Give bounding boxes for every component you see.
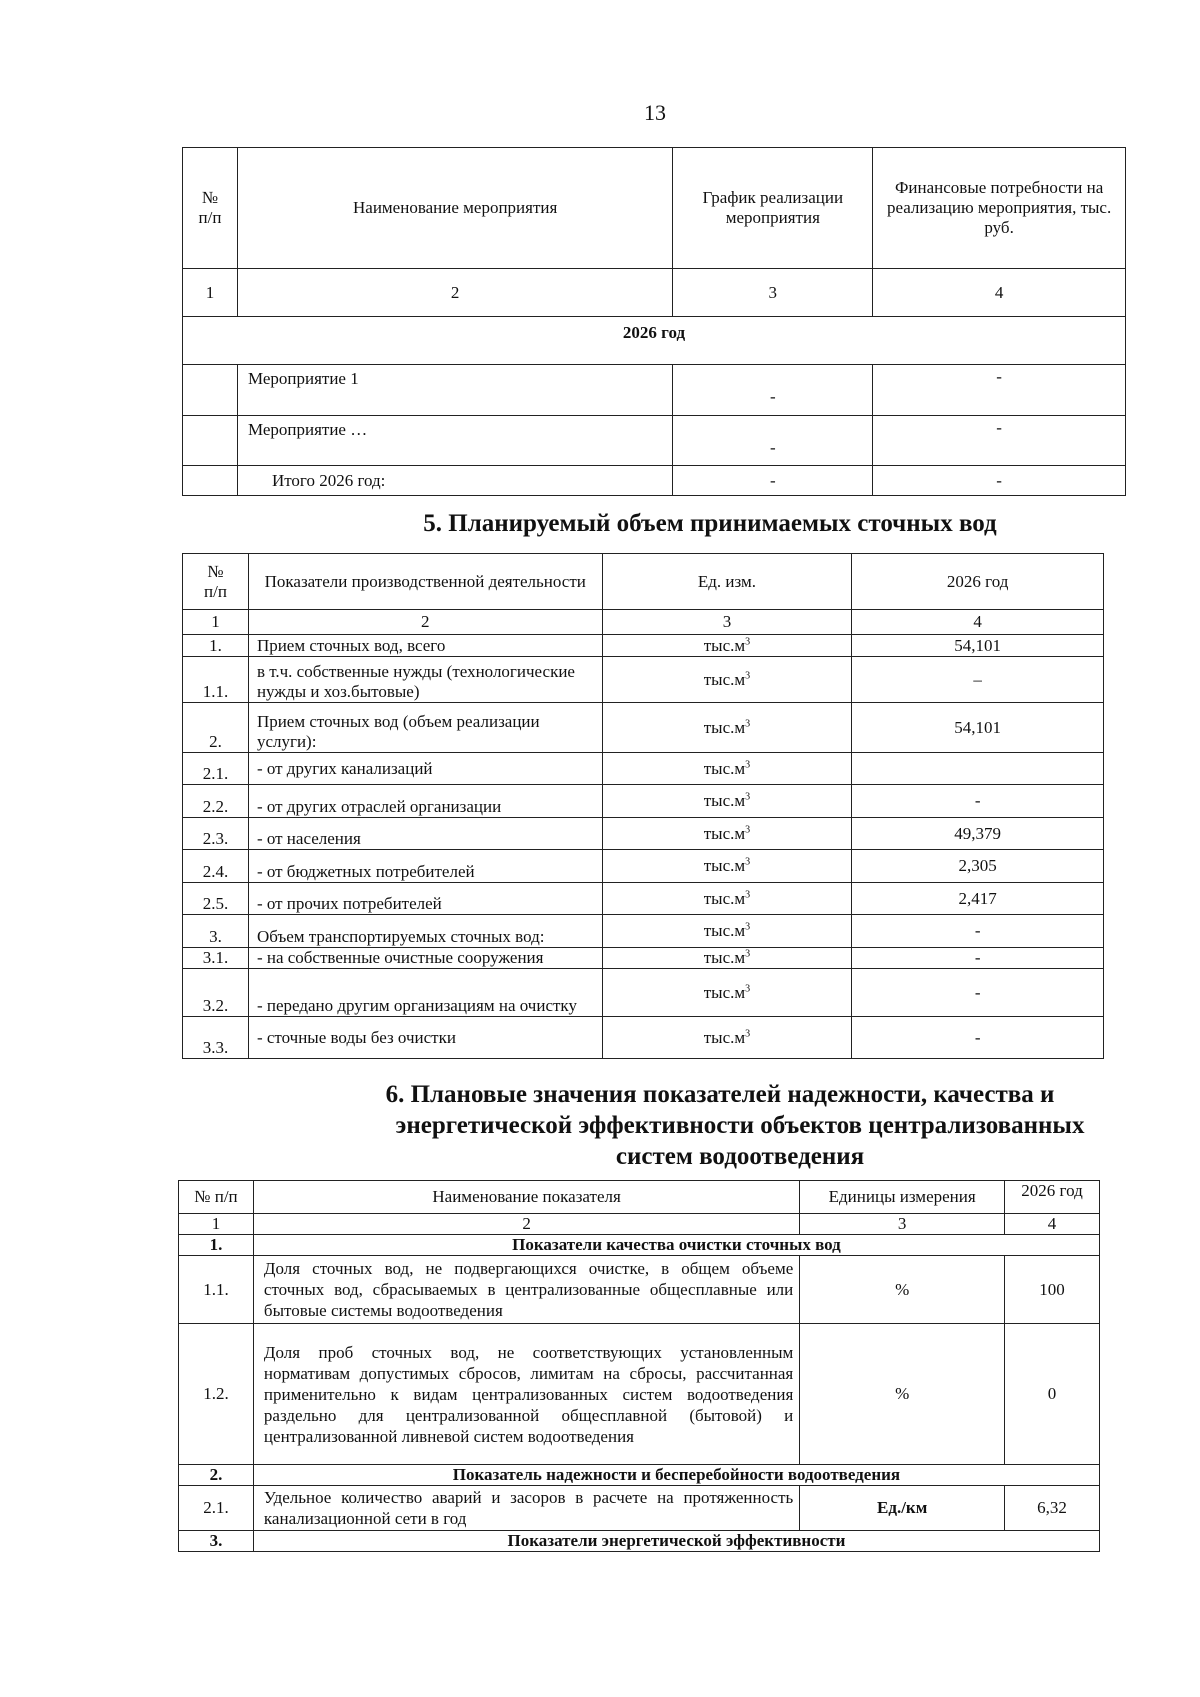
row-unit: %	[800, 1256, 1005, 1324]
group-row	[179, 1465, 1100, 1486]
row-num: 1.2.	[179, 1324, 254, 1465]
row-value: 2,417	[852, 883, 1104, 915]
row-name: - от бюджетных потребителей	[248, 850, 602, 883]
year-label: 2026 год	[183, 317, 1126, 365]
table-row	[179, 1486, 1100, 1531]
row-name: - от других отраслей организации	[248, 785, 602, 818]
header-year: 2026 год	[1005, 1181, 1100, 1214]
group-title: Показатели энергетической эффективности	[253, 1531, 1099, 1552]
header-name: Наименование мероприятия	[237, 148, 672, 269]
table-row	[183, 365, 1126, 416]
row-num: 3.	[183, 915, 249, 948]
table-row	[183, 948, 1104, 969]
row-unit: $тыс.м^3$	[602, 635, 852, 657]
row-unit: Ед./км	[800, 1486, 1005, 1531]
row-value: 2,305	[852, 850, 1104, 883]
indicators-table	[178, 1180, 1100, 1552]
table-row	[183, 416, 1126, 466]
row-value: -	[852, 915, 1104, 948]
header-num: № п/п	[183, 148, 238, 269]
row-num: 1.1.	[183, 657, 249, 703]
row-num: 2.4.	[183, 850, 249, 883]
row-value: -	[852, 948, 1104, 969]
column-number-row	[183, 610, 1104, 635]
row-num: 2.5.	[183, 883, 249, 915]
header-schedule: График реализации мероприятия	[673, 148, 873, 269]
row-value: 54,101	[852, 635, 1104, 657]
row-value: 0	[1005, 1324, 1100, 1465]
header-unit: Единицы измерения	[800, 1181, 1005, 1214]
table-row	[183, 1017, 1104, 1059]
row-name: Доля сточных вод, не подвергающихся очистке, в общем объеме сточных вод, сбрасываемых в централизованные общесплавные или бытовые системы водоотведения	[253, 1256, 799, 1324]
row-unit: $тыс.м^3$	[602, 703, 852, 753]
row-unit: $тыс.м^3$	[602, 883, 852, 915]
col-num-1: 1	[179, 1214, 254, 1235]
row-unit: $тыс.м^3$	[602, 1017, 852, 1059]
table-row	[183, 883, 1104, 915]
table-row	[183, 753, 1104, 785]
measure-finance: -	[873, 365, 1126, 416]
header-indicator: Наименование показателя	[253, 1181, 799, 1214]
group-row	[179, 1531, 1100, 1552]
table-row	[183, 850, 1104, 883]
row-unit: $тыс.м^3$	[602, 948, 852, 969]
wastewater-volume-table	[182, 553, 1104, 1059]
row-num: 2.1.	[179, 1486, 254, 1531]
table-row	[183, 969, 1104, 1017]
col-num-2: 2	[237, 269, 672, 317]
table-row	[183, 657, 1104, 703]
table-row	[179, 1256, 1100, 1324]
row-unit: $тыс.м^3$	[602, 785, 852, 818]
measure-name: Мероприятие …	[237, 416, 672, 466]
total-label: Итого 2026 год:	[237, 466, 672, 496]
col-num-2: 2	[248, 610, 602, 635]
col-num-2: 2	[253, 1214, 799, 1235]
group-row	[179, 1235, 1100, 1256]
row-name: Прием сточных вод (объем реализации услуги):	[248, 703, 602, 753]
row-num: 2.3.	[183, 818, 249, 850]
row-value: 54,101	[852, 703, 1104, 753]
total-row	[183, 466, 1126, 496]
col-num-1: 1	[183, 610, 249, 635]
section6-title	[300, 1079, 1120, 1172]
row-unit: $тыс.м^3$	[602, 915, 852, 948]
table-row	[179, 1324, 1100, 1465]
header-finance: Финансовые потребности на реализацию мероприятия, тыс. руб.	[873, 148, 1126, 269]
table-row	[183, 785, 1104, 818]
table-row	[183, 915, 1104, 948]
row-name: - от прочих потребителей	[248, 883, 602, 915]
col-num-1: 1	[183, 269, 238, 317]
section6-title-line3: систем водоотведения	[615, 1143, 865, 1170]
col-num-3: 3	[602, 610, 852, 635]
row-unit: $тыс.м^3$	[602, 818, 852, 850]
col-num-4: 4	[873, 269, 1126, 317]
row-value: -	[852, 969, 1104, 1017]
measure-name: Мероприятие 1	[237, 365, 672, 416]
section5-title: 5. Планируемый объем принимаемых сточных вод	[423, 510, 997, 537]
row-value: -	[852, 1017, 1104, 1059]
header-year: 2026 год	[852, 554, 1104, 610]
table-header-row	[183, 554, 1104, 610]
header-unit: Ед. изм.	[602, 554, 852, 610]
col-num-4: 4	[1005, 1214, 1100, 1235]
row-value: –	[852, 657, 1104, 703]
total-finance: -	[873, 466, 1126, 496]
group-num: 1.	[179, 1235, 254, 1256]
page-number: 13	[644, 100, 666, 125]
col-num-3: 3	[673, 269, 873, 317]
group-num: 2.	[179, 1465, 254, 1486]
row-unit: %	[800, 1324, 1005, 1465]
measure-schedule: -	[673, 416, 873, 466]
row-name: Удельное количество аварий и засоров в расчете на протяженность канализационной сети в год	[253, 1486, 799, 1531]
table-header-row	[183, 148, 1126, 269]
row-name: - от населения	[248, 818, 602, 850]
measures-table	[182, 147, 1126, 496]
row-value: 6,32	[1005, 1486, 1100, 1531]
section6-title-line1: 6. Плановые значения показателей надежности, качества и	[385, 1081, 1055, 1108]
row-unit: $тыс.м^3$	[602, 753, 852, 785]
header-num: № п/п	[179, 1181, 254, 1214]
section6-title-line2: энергетической эффективности объектов централизованных	[395, 1112, 1085, 1139]
table-row	[183, 703, 1104, 753]
row-unit: $тыс.м^3$	[602, 850, 852, 883]
column-number-row	[179, 1214, 1100, 1235]
row-value: -	[852, 785, 1104, 818]
row-value	[852, 753, 1104, 785]
total-schedule: -	[673, 466, 873, 496]
row-num: 3.3.	[183, 1017, 249, 1059]
row-unit: $тыс.м^3$	[602, 969, 852, 1017]
year-row	[183, 317, 1126, 365]
column-number-row	[183, 269, 1126, 317]
measure-finance: -	[873, 416, 1126, 466]
row-name: Прием сточных вод, всего	[248, 635, 602, 657]
row-num: 2.	[183, 703, 249, 753]
row-value: 100	[1005, 1256, 1100, 1324]
row-name: - передано другим организациям на очистку	[248, 969, 602, 1017]
group-num: 3.	[179, 1531, 254, 1552]
row-num: 2.1.	[183, 753, 249, 785]
header-num: № п/п	[183, 554, 249, 610]
row-num: 3.2.	[183, 969, 249, 1017]
row-num: 1.	[183, 635, 249, 657]
group-title: Показатели качества очистки сточных вод	[253, 1235, 1099, 1256]
measure-schedule: -	[673, 365, 873, 416]
group-title: Показатель надежности и бесперебойности водоотведения	[253, 1465, 1099, 1486]
row-name: - на собственные очистные сооружения	[248, 948, 602, 969]
row-value: 49,379	[852, 818, 1104, 850]
row-num: 1.1.	[179, 1256, 254, 1324]
header-indicator: Показатели производственной деятельности	[248, 554, 602, 610]
table-row	[183, 818, 1104, 850]
table-row	[183, 635, 1104, 657]
col-num-4: 4	[852, 610, 1104, 635]
row-num: 3.1.	[183, 948, 249, 969]
row-name: в т.ч. собственные нужды (технологические нужды и хоз.бытовые)	[248, 657, 602, 703]
row-name: Доля проб сточных вод, не соответствующих установленным нормативам допустимых сбросов, лимитам на сбросы, рассчитанная применительно к видам централизованных систем водоотведения раздельно для централизованной общесплавной (бытовой) и централизованной ливневой систем водоотведения	[253, 1324, 799, 1465]
row-unit: $тыс.м^3$	[602, 657, 852, 703]
table-header-row	[179, 1181, 1100, 1214]
col-num-3: 3	[800, 1214, 1005, 1235]
row-name: - от других канализаций	[248, 753, 602, 785]
row-name: Объем транспортируемых сточных вод:	[248, 915, 602, 948]
row-num: 2.2.	[183, 785, 249, 818]
row-name: - сточные воды без очистки	[248, 1017, 602, 1059]
